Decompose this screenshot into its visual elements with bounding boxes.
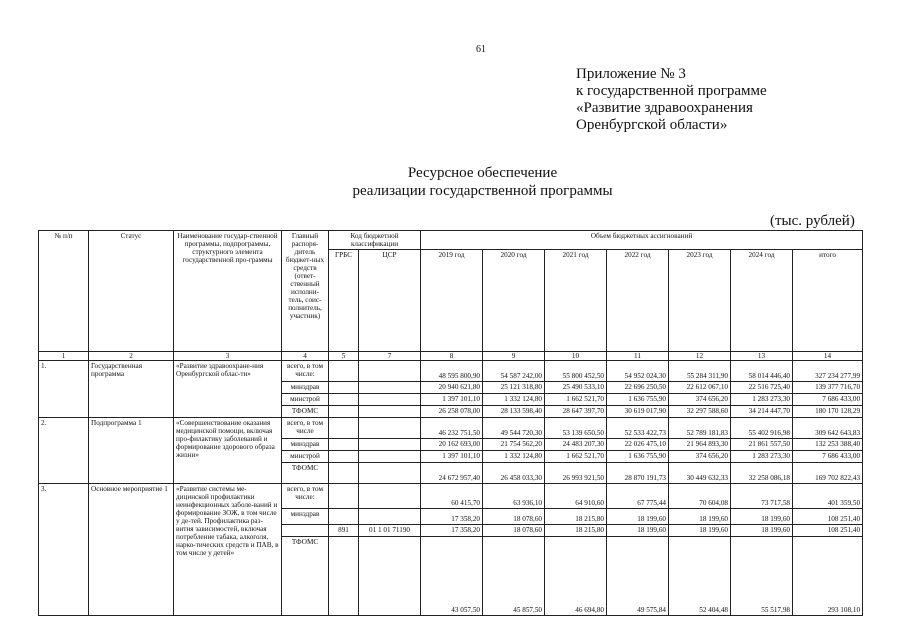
- row-value: 1 332 124,80: [483, 451, 545, 463]
- row-value: 67 775,44: [607, 484, 669, 509]
- title-line: реализации государственной программы: [352, 183, 613, 199]
- row-value: 21 861 557,50: [731, 439, 793, 451]
- row-value: 21 754 562,20: [483, 439, 545, 451]
- row-csr: [359, 537, 421, 616]
- row-manager: минздрав: [282, 509, 329, 525]
- row-value: 43 057,50: [421, 537, 483, 616]
- row-value: 22 026 475,10: [607, 439, 669, 451]
- column-number: 5: [329, 352, 359, 361]
- row-manager: ТФОМС: [282, 463, 329, 484]
- row-value: 26 993 921,50: [545, 463, 607, 484]
- column-number: 1: [39, 352, 89, 361]
- row-manager: [282, 525, 329, 537]
- row-csr: [359, 463, 421, 484]
- row-value: 54 952 024,30: [607, 361, 669, 382]
- row-value: 70 604,08: [669, 484, 731, 509]
- row-grbs: [329, 406, 359, 418]
- header-csr: ЦСР: [359, 250, 421, 352]
- column-number: 9: [483, 352, 545, 361]
- row-csr: [359, 451, 421, 463]
- column-number: 12: [669, 352, 731, 361]
- row-value: 7 686 433,00: [793, 394, 863, 406]
- row-value: 21 964 893,30: [669, 439, 731, 451]
- row-value: 55 402 916,98: [731, 418, 793, 439]
- row-csr: [359, 406, 421, 418]
- row-manager: минстрой: [282, 394, 329, 406]
- row-value: 30 449 632,33: [669, 463, 731, 484]
- row-value: 18 199,60: [607, 509, 669, 525]
- header-year: 2024 год: [731, 250, 793, 352]
- header-grbs: ГРБС: [329, 250, 359, 352]
- row-csr: [359, 439, 421, 451]
- row-value: 22 696 250,50: [607, 382, 669, 394]
- column-number: 3: [174, 352, 282, 361]
- row-csr: [359, 394, 421, 406]
- row-csr: 01 1 01 71190: [359, 525, 421, 537]
- row-value: 28 647 397,70: [545, 406, 607, 418]
- row-manager: ТФОМС: [282, 406, 329, 418]
- row-value: 18 199,60: [669, 509, 731, 525]
- row-number: 1.: [39, 361, 89, 418]
- row-number: 3.: [39, 484, 89, 616]
- row-value: 374 656,20: [669, 394, 731, 406]
- row-value: 108 251,40: [793, 509, 863, 525]
- row-grbs: [329, 484, 359, 509]
- column-number: 10: [545, 352, 607, 361]
- row-value: 58 014 446,40: [731, 361, 793, 382]
- row-value: 17 358,20: [421, 525, 483, 537]
- appendix-block: [576, 66, 767, 134]
- row-value: 52 533 422,73: [607, 418, 669, 439]
- row-grbs: 891: [329, 525, 359, 537]
- row-value: 54 587 242,00: [483, 361, 545, 382]
- row-value: 18 078,60: [483, 509, 545, 525]
- row-value: 55 517,98: [731, 537, 793, 616]
- row-csr: [359, 361, 421, 382]
- row-value: 64 910,60: [545, 484, 607, 509]
- row-value: 30 619 017,90: [607, 406, 669, 418]
- row-status: Государственная программа: [89, 361, 174, 418]
- row-value: 49 575,84: [607, 537, 669, 616]
- header-year: 2023 год: [669, 250, 731, 352]
- row-value: 60 415,70: [421, 484, 483, 509]
- row-value: 63 936,10: [483, 484, 545, 509]
- row-value: 22 516 725,40: [731, 382, 793, 394]
- row-manager: минздрав: [282, 439, 329, 451]
- row-value: 52 404,48: [669, 537, 731, 616]
- row-value: 401 359,50: [793, 484, 863, 509]
- row-value: 18 215,80: [545, 509, 607, 525]
- appendix-line: к государственной программе: [576, 83, 767, 99]
- row-grbs: [329, 394, 359, 406]
- row-value: 48 595 800,90: [421, 361, 483, 382]
- row-name: «Развитие системы ме-дицинской профилактики неинфекционных заболе-ваний и формирование ЗОЖ, в том числе у де-тей. Профилактика раз-вития зависимостей, включая потребление табака, алкоголя, нарко-тических средств и ПАВ, в том числе у детей»: [174, 484, 282, 616]
- row-value: 18 199,60: [731, 509, 793, 525]
- row-value: 180 170 128,29: [793, 406, 863, 418]
- column-number: 8: [421, 352, 483, 361]
- header-total: итого: [793, 250, 863, 352]
- row-value: 1 636 755,90: [607, 451, 669, 463]
- column-number: 11: [607, 352, 669, 361]
- row-manager: всего, в том числе: [282, 418, 329, 439]
- row-manager: минстрой: [282, 451, 329, 463]
- header-year: 2020 год: [483, 250, 545, 352]
- row-value: 18 199,60: [607, 525, 669, 537]
- row-value: 169 702 822,43: [793, 463, 863, 484]
- column-number: 7: [359, 352, 421, 361]
- row-value: 18 199,60: [669, 525, 731, 537]
- row-value: 49 544 720,30: [483, 418, 545, 439]
- row-value: 20 940 621,80: [421, 382, 483, 394]
- row-value: 1 397 101,10: [421, 451, 483, 463]
- row-grbs: [329, 509, 359, 525]
- row-csr: [359, 418, 421, 439]
- appendix-line: Оренбургской области»: [576, 117, 728, 133]
- row-status: Основное мероприятие 1: [89, 484, 174, 616]
- document-title: [0, 164, 905, 200]
- header-manager: Главный распоря-дитель бюджет-ных средств (ответ-ственный исполни-тель, соис-полнитель, участник): [282, 231, 329, 352]
- row-value: 1 636 755,90: [607, 394, 669, 406]
- row-grbs: [329, 439, 359, 451]
- row-value: 25 121 318,80: [483, 382, 545, 394]
- budget-table: [38, 230, 863, 616]
- row-value: 108 251,40: [793, 525, 863, 537]
- row-grbs: [329, 418, 359, 439]
- row-number: 2.: [39, 418, 89, 484]
- row-manager: всего, в том числе:: [282, 484, 329, 509]
- table-row: [39, 418, 863, 439]
- row-value: 17 358,20: [421, 509, 483, 525]
- row-value: 25 490 533,10: [545, 382, 607, 394]
- row-value: 24 483 207,30: [545, 439, 607, 451]
- row-csr: [359, 382, 421, 394]
- column-number: 4: [282, 352, 329, 361]
- row-value: 53 139 650,50: [545, 418, 607, 439]
- row-manager: всего, в том числе:: [282, 361, 329, 382]
- table-row: [39, 484, 863, 509]
- row-grbs: [329, 361, 359, 382]
- header-status: Статус: [89, 231, 174, 352]
- row-value: 18 078,60: [483, 525, 545, 537]
- row-manager: ТФОМС: [282, 537, 329, 616]
- header-year: 2022 год: [607, 250, 669, 352]
- row-grbs: [329, 382, 359, 394]
- row-value: 34 214 447,70: [731, 406, 793, 418]
- row-value: 52 789 181,83: [669, 418, 731, 439]
- row-value: 26 258 078,00: [421, 406, 483, 418]
- row-manager: минздрав: [282, 382, 329, 394]
- row-value: 18 215,80: [545, 525, 607, 537]
- row-grbs: [329, 537, 359, 616]
- row-value: 132 253 388,40: [793, 439, 863, 451]
- header-year: 2019 год: [421, 250, 483, 352]
- header-year: 2021 год: [545, 250, 607, 352]
- row-value: 1 332 124,80: [483, 394, 545, 406]
- row-value: 374 656,20: [669, 451, 731, 463]
- row-value: 46 694,80: [545, 537, 607, 616]
- row-value: 1 662 521,70: [545, 394, 607, 406]
- appendix-line: «Развитие здравоохранения: [576, 100, 753, 116]
- column-number: 13: [731, 352, 793, 361]
- header-volume: Объем бюджетных ассигнований: [421, 231, 863, 250]
- row-value: 1 283 273,30: [731, 394, 793, 406]
- row-grbs: [329, 451, 359, 463]
- row-value: 1 397 101,10: [421, 394, 483, 406]
- row-value: 327 234 277,99: [793, 361, 863, 382]
- header-num: № п/п: [39, 231, 89, 352]
- table-row: [39, 361, 863, 382]
- row-value: 45 857,50: [483, 537, 545, 616]
- appendix-line: Приложение № 3: [576, 66, 686, 82]
- column-number: 14: [793, 352, 863, 361]
- row-grbs: [329, 463, 359, 484]
- title-line: Ресурсное обеспечение: [407, 165, 558, 181]
- row-value: 28 870 191,73: [607, 463, 669, 484]
- row-value: 24 672 957,40: [421, 463, 483, 484]
- row-value: 55 284 311,90: [669, 361, 731, 382]
- row-value: 28 133 598,40: [483, 406, 545, 418]
- row-value: 46 232 751,50: [421, 418, 483, 439]
- row-value: 26 458 033,30: [483, 463, 545, 484]
- row-value: 22 612 067,10: [669, 382, 731, 394]
- row-value: 55 800 452,50: [545, 361, 607, 382]
- row-name: «Развитие здравоохране-ния Оренбургской облас-ти»: [174, 361, 282, 418]
- row-value: 1 283 273,30: [731, 451, 793, 463]
- row-csr: [359, 509, 421, 525]
- row-value: 18 199,60: [731, 525, 793, 537]
- row-value: 139 377 716,70: [793, 382, 863, 394]
- page-number: 61: [476, 44, 486, 55]
- units-label: (тыс. рублей): [770, 213, 855, 229]
- row-value: 7 686 433,00: [793, 451, 863, 463]
- row-value: 1 662 521,70: [545, 451, 607, 463]
- column-number: 2: [89, 352, 174, 361]
- header-budget-code: Код бюджетной классификации: [329, 231, 421, 250]
- row-value: 293 108,10: [793, 537, 863, 616]
- row-value: 32 297 588,60: [669, 406, 731, 418]
- header-name: Наименование государ-ственной программы, подпрограммы, структурного элемента государственной про-граммы: [174, 231, 282, 352]
- row-name: «Совершенствование оказания медицинской помощи, включая про-филактику заболеваний и формирование здорового образа жизни»: [174, 418, 282, 484]
- row-status: Подпрограмма 1: [89, 418, 174, 484]
- row-value: 20 162 693,00: [421, 439, 483, 451]
- row-csr: [359, 484, 421, 509]
- row-value: 32 258 086,18: [731, 463, 793, 484]
- row-value: 73 717,58: [731, 484, 793, 509]
- row-value: 309 642 643,83: [793, 418, 863, 439]
